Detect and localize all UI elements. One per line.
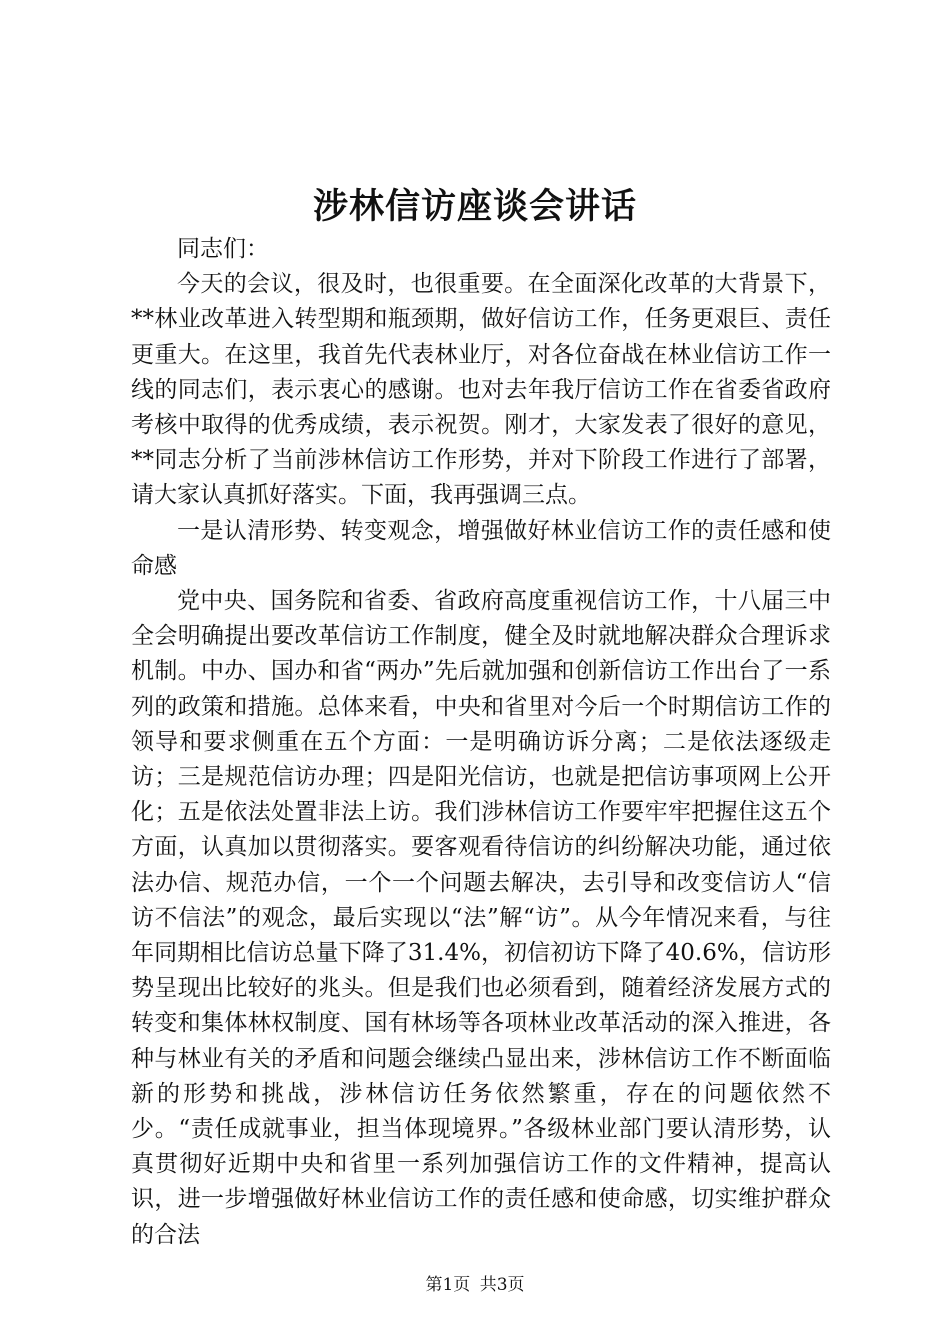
paragraph-section-1: 党中央、国务院和省委、省政府高度重视信访工作，十八届三中全会明确提出要改革信访工作制度，健全及时就地解决群众合理诉求机制。中办、国办和省“两办”先后就加强和创新信访工作出台了一系列的政策和措施。总体来看，中央和省里对今后一个时期信访工作的领导和要求侧重在五个方面：一是明确访诉分离；二是依法逐级走访；三是规范信访办理；四是阳光信访，也就是把信访事项网上公开化；五是依法处置非法上访。我们涉林信访工作要牢牢把握住这五个方面，认真加以贯彻落实。要客观看待信访的纠纷解决功能，通过依法办信、规范办信，一个一个问题去解决，去引导和改变信访人“信访不信法”的观念，最后实现以“法”解“访”。从今年情况来看，与往年同期相比信访总量下降了31.4%，初信初访下降了40.6%，信访形势呈现出比较好的兆头。但是我们也必须看到，随着经济发展方式的转变和集体林权制度、国有林场等各项林业改革活动的深入推进，各种与林业有关的矛盾和问题会继续凸显出来，涉林信访工作不断面临新的形势和挑战，涉林信访任务依然繁重，存在的问题依然不少。“责任成就事业，担当体现境界。”各级林业部门要认清形势，认真贯彻好近期中央和省里一系列加强信访工作的文件精神，提高认识，进一步增强做好林业信访工作的责任感和使命感，切实维护群众的合法 bbox=[131, 588, 831, 1248]
paragraph-opening: 今天的会议，很及时，也很重要。在全面深化改革的大背景下，**林业改革进入转型期和瓶颈期，做好信访工作，任务更艰巨、责任更重大。在这里，我首先代表林业厅，对各位奋战在林业信访工作一线的同志们，表示衷心的感谢。也对去年我厅信访工作在省委省政府考核中取得的优秀成绩，表示祝贺。刚才，大家发表了很好的意见，**同志分析了当前涉林信访工作形势，并对下阶段工作进行了部署，请大家认真抓好落实。下面，我再强调三点。 bbox=[131, 271, 831, 509]
salutation: 同志们： bbox=[177, 236, 269, 262]
document-title: 涉林信访座谈会讲话 bbox=[312, 186, 637, 227]
page-total: 共3页 bbox=[479, 1275, 525, 1295]
page-footer bbox=[0, 1273, 950, 1297]
page-number: 第1页 bbox=[425, 1275, 471, 1295]
section-heading-1: 一是认清形势、转变观念，增强做好林业信访工作的责任感和使命感 bbox=[131, 517, 831, 579]
document-body bbox=[131, 232, 831, 1253]
